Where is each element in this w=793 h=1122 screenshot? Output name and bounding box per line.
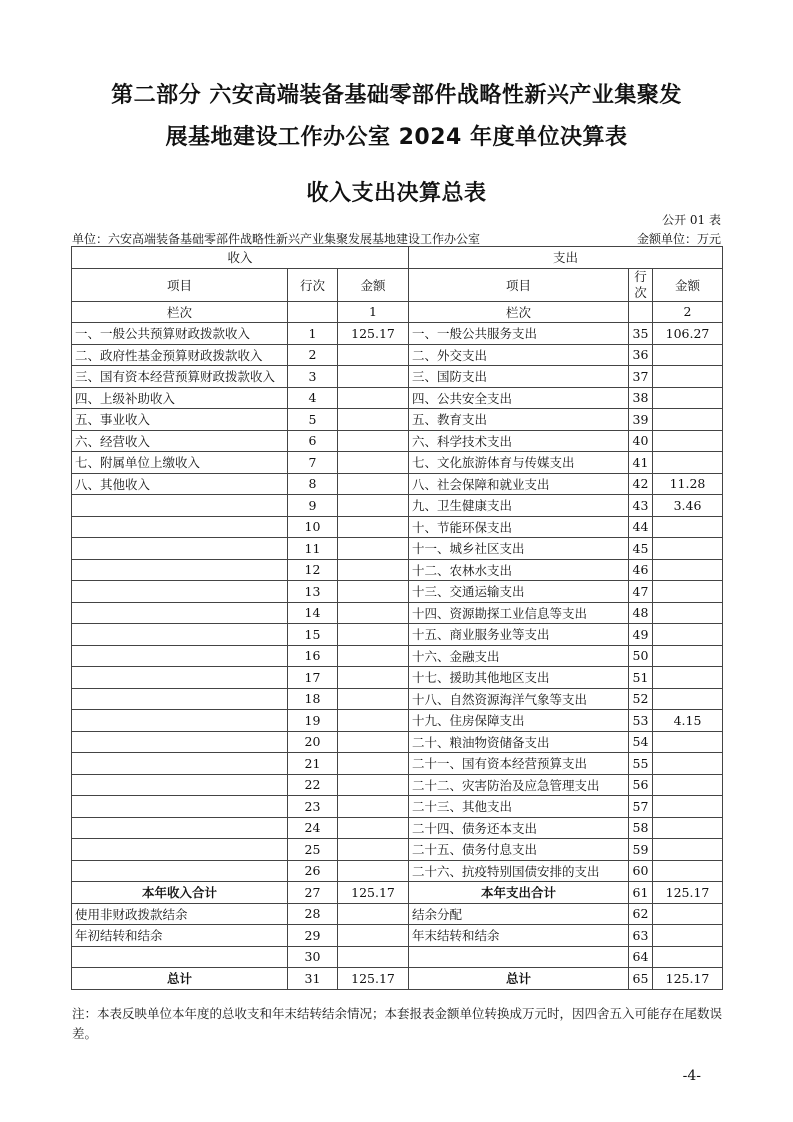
table-row — [72, 774, 723, 796]
table-row — [72, 688, 723, 710]
expense-item: 本年支出合计 — [409, 882, 629, 904]
expense-row-no: 63 — [629, 925, 653, 947]
expense-item: 总计 — [409, 968, 629, 990]
expense-amount-header: 金额 — [653, 268, 723, 301]
table-row — [72, 538, 723, 560]
expense-row-no: 36 — [629, 344, 653, 366]
table-row — [72, 559, 723, 581]
table-row — [72, 731, 723, 753]
expense-amount: 4.15 — [653, 710, 723, 732]
income-amount — [338, 903, 409, 925]
income-row-no: 28 — [288, 903, 338, 925]
income-item — [72, 495, 288, 517]
expense-amount — [653, 731, 723, 753]
table-row — [72, 667, 723, 689]
expense-item: 十四、资源勘探工业信息等支出 — [409, 602, 629, 624]
income-row-no: 5 — [288, 409, 338, 431]
income-item — [72, 860, 288, 882]
expense-row-no: 56 — [629, 774, 653, 796]
income-amount — [338, 839, 409, 861]
income-amount: 125.17 — [338, 968, 409, 990]
table-row — [72, 624, 723, 646]
income-row-no: 13 — [288, 581, 338, 603]
expense-amount — [653, 516, 723, 538]
income-column-no: 1 — [338, 301, 409, 323]
income-row-no: 18 — [288, 688, 338, 710]
income-rowno-blank — [288, 301, 338, 323]
income-amount: 125.17 — [338, 323, 409, 345]
table-row — [72, 860, 723, 882]
table-row — [72, 925, 723, 947]
table-row — [72, 903, 723, 925]
expense-row-no: 53 — [629, 710, 653, 732]
expense-amount — [653, 452, 723, 474]
expense-item: 结余分配 — [409, 903, 629, 925]
table-row — [72, 366, 723, 388]
expense-rowno-blank — [629, 301, 653, 323]
income-row-no: 9 — [288, 495, 338, 517]
income-amount — [338, 667, 409, 689]
form-code: 公开 01 表 — [662, 213, 721, 227]
table-row — [72, 602, 723, 624]
table-row — [72, 473, 723, 495]
income-amount — [338, 581, 409, 603]
expense-item: 十七、援助其他地区支出 — [409, 667, 629, 689]
expense-row-no: 44 — [629, 516, 653, 538]
expense-item: 十一、城乡社区支出 — [409, 538, 629, 560]
income-row-no: 14 — [288, 602, 338, 624]
expense-row-no: 60 — [629, 860, 653, 882]
expense-item: 二、外交支出 — [409, 344, 629, 366]
expense-row-no: 43 — [629, 495, 653, 517]
income-row-no: 20 — [288, 731, 338, 753]
income-item — [72, 796, 288, 818]
income-amount — [338, 925, 409, 947]
income-row-no: 21 — [288, 753, 338, 775]
income-item — [72, 624, 288, 646]
table-row — [72, 516, 723, 538]
expense-rowno-header: 行 次 — [629, 268, 653, 301]
unit-label: 单位：六安高端装备基础零部件战略性新兴产业集聚发展基地建设工作办公室 — [72, 232, 481, 246]
expense-amount — [653, 559, 723, 581]
income-amount — [338, 409, 409, 431]
expense-item: 年末结转和结余 — [409, 925, 629, 947]
expense-row-no: 48 — [629, 602, 653, 624]
table-row — [72, 882, 723, 904]
table-row — [72, 387, 723, 409]
table-row — [72, 753, 723, 775]
footnote: 注：本表反映单位本年度的总收支和年末结转结余情况；本套报表金额单位转换成万元时，因四舍五入可能存在尾数误差。 — [72, 1006, 723, 1041]
income-row-no: 22 — [288, 774, 338, 796]
expense-amount — [653, 753, 723, 775]
income-amount — [338, 753, 409, 775]
table-row — [72, 409, 723, 431]
expense-amount: 106.27 — [653, 323, 723, 345]
expense-row-no: 39 — [629, 409, 653, 431]
expense-item: 三、国防支出 — [409, 366, 629, 388]
expense-row-no: 49 — [629, 624, 653, 646]
income-row-no: 31 — [288, 968, 338, 990]
income-amount — [338, 602, 409, 624]
income-row-no: 17 — [288, 667, 338, 689]
expense-row-no: 58 — [629, 817, 653, 839]
income-item — [72, 710, 288, 732]
income-item: 六、经营收入 — [72, 430, 288, 452]
income-item — [72, 839, 288, 861]
income-item — [72, 516, 288, 538]
income-amount — [338, 731, 409, 753]
income-row-no: 11 — [288, 538, 338, 560]
expense-row-no: 45 — [629, 538, 653, 560]
income-item: 八、其他收入 — [72, 473, 288, 495]
income-row-no: 4 — [288, 387, 338, 409]
income-amount — [338, 559, 409, 581]
income-item: 四、上级补助收入 — [72, 387, 288, 409]
income-row-no: 15 — [288, 624, 338, 646]
income-amount — [338, 624, 409, 646]
expense-item: 十六、金融支出 — [409, 645, 629, 667]
income-row-no: 23 — [288, 796, 338, 818]
expense-item: 十九、住房保障支出 — [409, 710, 629, 732]
income-amount — [338, 946, 409, 968]
expense-item: 十三、交通运输支出 — [409, 581, 629, 603]
income-item: 七、附属单位上缴收入 — [72, 452, 288, 474]
income-row-no: 10 — [288, 516, 338, 538]
income-amount — [338, 796, 409, 818]
income-header: 收入 — [72, 247, 409, 269]
income-item — [72, 688, 288, 710]
income-amount-header: 金额 — [338, 268, 409, 301]
expense-row-no: 54 — [629, 731, 653, 753]
expense-row-no: 47 — [629, 581, 653, 603]
income-row-no: 27 — [288, 882, 338, 904]
income-amount — [338, 430, 409, 452]
income-amount: 125.17 — [338, 882, 409, 904]
income-row-no: 24 — [288, 817, 338, 839]
expense-amount — [653, 925, 723, 947]
amount-unit: 金额单位：万元 — [636, 232, 721, 246]
income-amount — [338, 344, 409, 366]
expense-amount — [653, 430, 723, 452]
income-row-no: 26 — [288, 860, 338, 882]
income-row-no: 16 — [288, 645, 338, 667]
page-number: -4- — [682, 1068, 701, 1084]
table-row — [72, 710, 723, 732]
table-row — [72, 452, 723, 474]
expense-amount — [653, 344, 723, 366]
income-item — [72, 538, 288, 560]
expense-row-no: 50 — [629, 645, 653, 667]
income-amount — [338, 516, 409, 538]
expense-item: 二十五、债务付息支出 — [409, 839, 629, 861]
income-item: 五、事业收入 — [72, 409, 288, 431]
document-title-line1: 第二部分 六安高端装备基础零部件战略性新兴产业集聚发 — [111, 83, 682, 108]
expense-row-no: 64 — [629, 946, 653, 968]
expense-item: 二十四、债务还本支出 — [409, 817, 629, 839]
document-title-line2: 展基地建设工作办公室 2024 年度单位决算表 — [165, 125, 628, 150]
expense-item-header: 项目 — [409, 268, 629, 301]
expense-item: 六、科学技术支出 — [409, 430, 629, 452]
table-row — [72, 645, 723, 667]
income-amount — [338, 817, 409, 839]
expense-item: 十五、商业服务业等支出 — [409, 624, 629, 646]
expense-item: 八、社会保障和就业支出 — [409, 473, 629, 495]
expense-amount — [653, 688, 723, 710]
income-item — [72, 731, 288, 753]
income-item — [72, 753, 288, 775]
expense-row-no: 61 — [629, 882, 653, 904]
expense-item: 四、公共安全支出 — [409, 387, 629, 409]
expense-row-no: 35 — [629, 323, 653, 345]
table-row — [72, 968, 723, 990]
income-amount — [338, 473, 409, 495]
expense-amount — [653, 409, 723, 431]
income-rowno-header: 行次 — [288, 268, 338, 301]
expense-amount — [653, 538, 723, 560]
expense-header: 支出 — [409, 247, 723, 269]
expense-amount: 125.17 — [653, 882, 723, 904]
expense-amount — [653, 903, 723, 925]
expense-column-no: 2 — [653, 301, 723, 323]
table-row — [72, 817, 723, 839]
expense-item: 二十一、国有资本经营预算支出 — [409, 753, 629, 775]
income-item: 使用非财政拨款结余 — [72, 903, 288, 925]
expense-amount: 11.28 — [653, 473, 723, 495]
expense-item: 九、卫生健康支出 — [409, 495, 629, 517]
income-item — [72, 602, 288, 624]
expense-amount — [653, 667, 723, 689]
expense-amount: 3.46 — [653, 495, 723, 517]
income-item: 二、政府性基金预算财政拨款收入 — [72, 344, 288, 366]
income-expense-table — [71, 246, 723, 990]
income-item — [72, 817, 288, 839]
expense-amount — [653, 946, 723, 968]
expense-item: 五、教育支出 — [409, 409, 629, 431]
expense-row-no: 46 — [629, 559, 653, 581]
expense-item: 二十、粮油物资储备支出 — [409, 731, 629, 753]
expense-row-no: 52 — [629, 688, 653, 710]
income-item — [72, 559, 288, 581]
income-amount — [338, 688, 409, 710]
expense-row-no: 42 — [629, 473, 653, 495]
expense-amount — [653, 796, 723, 818]
income-item — [72, 581, 288, 603]
income-item — [72, 645, 288, 667]
income-item: 一、一般公共预算财政拨款收入 — [72, 323, 288, 345]
expense-item: 十、节能环保支出 — [409, 516, 629, 538]
expense-column-no-label: 栏次 — [409, 301, 629, 323]
table-row — [72, 495, 723, 517]
expense-amount — [653, 387, 723, 409]
expense-row-no: 37 — [629, 366, 653, 388]
expense-row-no: 62 — [629, 903, 653, 925]
table-row — [72, 430, 723, 452]
expense-row-no: 59 — [629, 839, 653, 861]
income-item: 三、国有资本经营预算财政拨款收入 — [72, 366, 288, 388]
income-item: 年初结转和结余 — [72, 925, 288, 947]
income-row-no: 19 — [288, 710, 338, 732]
expense-amount — [653, 645, 723, 667]
expense-row-no: 51 — [629, 667, 653, 689]
expense-row-no: 55 — [629, 753, 653, 775]
income-row-no: 6 — [288, 430, 338, 452]
income-amount — [338, 710, 409, 732]
income-amount — [338, 860, 409, 882]
expense-amount — [653, 839, 723, 861]
income-row-no: 8 — [288, 473, 338, 495]
income-row-no: 7 — [288, 452, 338, 474]
expense-amount — [653, 366, 723, 388]
expense-item: 二十六、抗疫特别国债安排的支出 — [409, 860, 629, 882]
income-item — [72, 946, 288, 968]
income-column-no-label: 栏次 — [72, 301, 288, 323]
income-item: 本年收入合计 — [72, 882, 288, 904]
income-item — [72, 667, 288, 689]
table-row — [72, 323, 723, 345]
table-body — [72, 323, 723, 990]
expense-item: 一、一般公共服务支出 — [409, 323, 629, 345]
table-row — [72, 344, 723, 366]
expense-amount — [653, 774, 723, 796]
table-row — [72, 839, 723, 861]
expense-row-no: 38 — [629, 387, 653, 409]
expense-item — [409, 946, 629, 968]
expense-amount — [653, 581, 723, 603]
expense-row-no: 65 — [629, 968, 653, 990]
income-item — [72, 774, 288, 796]
income-row-no: 12 — [288, 559, 338, 581]
expense-amount — [653, 602, 723, 624]
income-amount — [338, 387, 409, 409]
expense-item: 二十二、灾害防治及应急管理支出 — [409, 774, 629, 796]
expense-row-no: 41 — [629, 452, 653, 474]
income-row-no: 2 — [288, 344, 338, 366]
income-row-no: 30 — [288, 946, 338, 968]
income-item-header: 项目 — [72, 268, 288, 301]
income-amount — [338, 366, 409, 388]
table-row — [72, 581, 723, 603]
income-row-no: 29 — [288, 925, 338, 947]
income-amount — [338, 645, 409, 667]
table-title: 收入支出决算总表 — [306, 181, 487, 206]
expense-amount — [653, 817, 723, 839]
expense-amount — [653, 860, 723, 882]
table-row — [72, 796, 723, 818]
income-amount — [338, 452, 409, 474]
expense-item: 十二、农林水支出 — [409, 559, 629, 581]
expense-amount: 125.17 — [653, 968, 723, 990]
income-amount — [338, 538, 409, 560]
income-amount — [338, 774, 409, 796]
expense-row-no: 57 — [629, 796, 653, 818]
table-row — [72, 946, 723, 968]
income-row-no: 25 — [288, 839, 338, 861]
expense-item: 十八、自然资源海洋气象等支出 — [409, 688, 629, 710]
expense-item: 七、文化旅游体育与传媒支出 — [409, 452, 629, 474]
expense-row-no: 40 — [629, 430, 653, 452]
expense-amount — [653, 624, 723, 646]
expense-item: 二十三、其他支出 — [409, 796, 629, 818]
income-row-no: 1 — [288, 323, 338, 345]
income-row-no: 3 — [288, 366, 338, 388]
income-item: 总计 — [72, 968, 288, 990]
income-amount — [338, 495, 409, 517]
